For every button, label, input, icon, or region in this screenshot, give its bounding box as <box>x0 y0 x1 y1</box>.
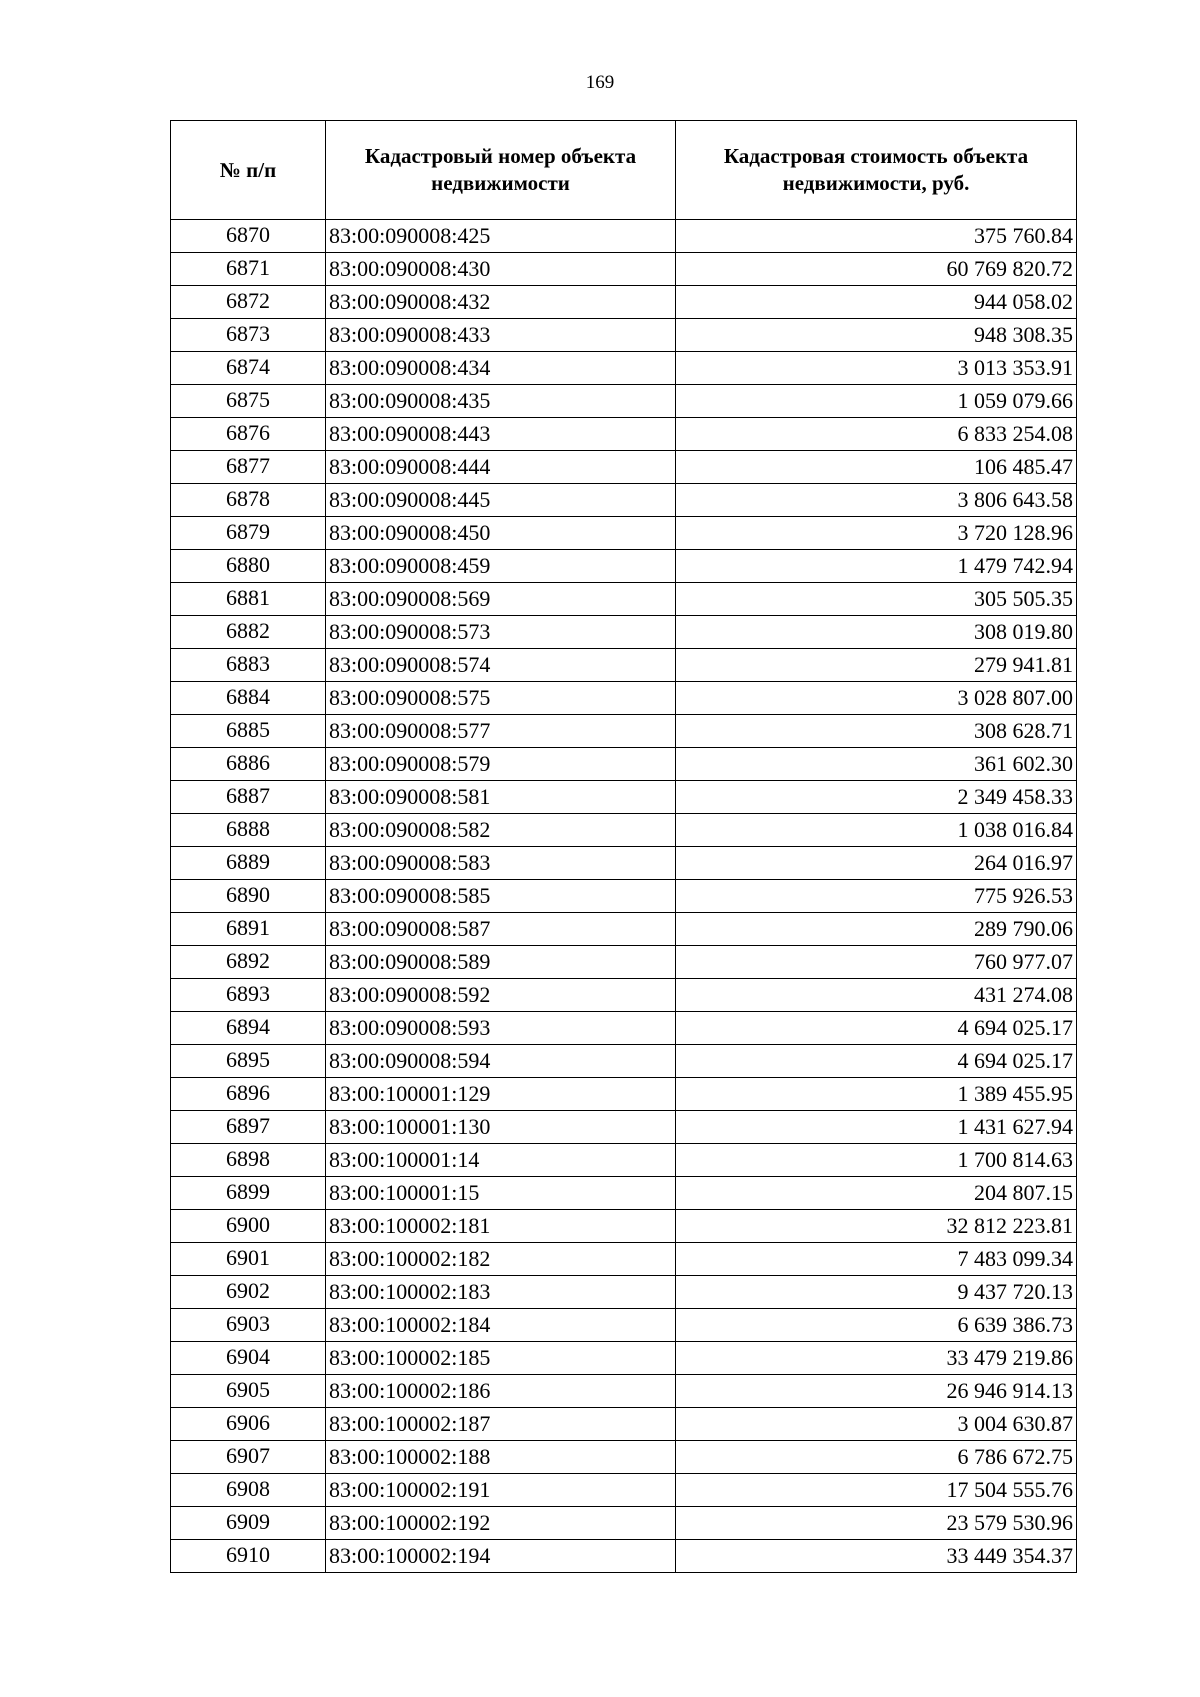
table-row <box>171 979 1077 1012</box>
cadastral-number-cell: 83:00:090008:581 <box>326 781 676 814</box>
cadastral-value-cell: 17 504 555.76 <box>676 1474 1077 1507</box>
table-row <box>171 682 1077 715</box>
table-row <box>171 880 1077 913</box>
cadastral-number-cell: 83:00:090008:585 <box>326 880 676 913</box>
row-number-cell: 6897 <box>171 1111 326 1144</box>
cadastral-number-cell: 83:00:100002:191 <box>326 1474 676 1507</box>
cadastral-number-cell: 83:00:090008:573 <box>326 616 676 649</box>
table-row <box>171 1144 1077 1177</box>
table-row <box>171 616 1077 649</box>
cadastral-number-cell: 83:00:100002:184 <box>326 1309 676 1342</box>
cadastral-value-table <box>170 120 1077 1573</box>
row-number-cell: 6882 <box>171 616 326 649</box>
table-row <box>171 352 1077 385</box>
cadastral-number-cell: 83:00:100001:14 <box>326 1144 676 1177</box>
cadastral-number-cell: 83:00:090008:443 <box>326 418 676 451</box>
row-number-cell: 6877 <box>171 451 326 484</box>
cadastral-value-cell: 948 308.35 <box>676 319 1077 352</box>
cadastral-number-cell: 83:00:090008:459 <box>326 550 676 583</box>
cadastral-number-cell: 83:00:100002:187 <box>326 1408 676 1441</box>
row-number-cell: 6875 <box>171 385 326 418</box>
cadastral-number-cell: 83:00:100001:130 <box>326 1111 676 1144</box>
cadastral-value-cell: 361 602.30 <box>676 748 1077 781</box>
cadastral-value-cell: 1 479 742.94 <box>676 550 1077 583</box>
table-row <box>171 1375 1077 1408</box>
table-row <box>171 748 1077 781</box>
cadastral-value-cell: 4 694 025.17 <box>676 1045 1077 1078</box>
cadastral-number-cell: 83:00:100001:15 <box>326 1177 676 1210</box>
row-number-cell: 6881 <box>171 583 326 616</box>
table-row <box>171 1441 1077 1474</box>
cadastral-value-cell: 3 004 630.87 <box>676 1408 1077 1441</box>
cadastral-value-cell: 106 485.47 <box>676 451 1077 484</box>
cadastral-value-cell: 264 016.97 <box>676 847 1077 880</box>
cadastral-number-cell: 83:00:090008:593 <box>326 1012 676 1045</box>
cadastral-value-cell: 760 977.07 <box>676 946 1077 979</box>
row-number-cell: 6889 <box>171 847 326 880</box>
cadastral-number-cell: 83:00:100002:182 <box>326 1243 676 1276</box>
header-cadastral-number: Кадастровый номер объекта недвижимости <box>326 121 676 220</box>
cadastral-number-cell: 83:00:090008:433 <box>326 319 676 352</box>
cadastral-number-cell: 83:00:100001:129 <box>326 1078 676 1111</box>
row-number-cell: 6907 <box>171 1441 326 1474</box>
table-row <box>171 418 1077 451</box>
cadastral-value-cell: 944 058.02 <box>676 286 1077 319</box>
cadastral-number-cell: 83:00:090008:589 <box>326 946 676 979</box>
row-number-cell: 6891 <box>171 913 326 946</box>
table-row <box>171 1210 1077 1243</box>
row-number-cell: 6899 <box>171 1177 326 1210</box>
cadastral-value-cell: 33 449 354.37 <box>676 1540 1077 1573</box>
row-number-cell: 6885 <box>171 715 326 748</box>
cadastral-number-cell: 83:00:100002:194 <box>326 1540 676 1573</box>
row-number-cell: 6887 <box>171 781 326 814</box>
row-number-cell: 6910 <box>171 1540 326 1573</box>
cadastral-value-cell: 1 431 627.94 <box>676 1111 1077 1144</box>
cadastral-value-cell: 375 760.84 <box>676 220 1077 253</box>
table-row <box>171 517 1077 550</box>
row-number-cell: 6880 <box>171 550 326 583</box>
cadastral-value-cell: 3 028 807.00 <box>676 682 1077 715</box>
cadastral-number-cell: 83:00:100002:186 <box>326 1375 676 1408</box>
row-number-cell: 6873 <box>171 319 326 352</box>
cadastral-value-cell: 279 941.81 <box>676 649 1077 682</box>
table-row <box>171 1078 1077 1111</box>
cadastral-value-cell: 23 579 530.96 <box>676 1507 1077 1540</box>
row-number-cell: 6906 <box>171 1408 326 1441</box>
row-number-cell: 6894 <box>171 1012 326 1045</box>
cadastral-value-cell: 2 349 458.33 <box>676 781 1077 814</box>
cadastral-value-cell: 3 013 353.91 <box>676 352 1077 385</box>
cadastral-number-cell: 83:00:090008:582 <box>326 814 676 847</box>
cadastral-value-cell: 7 483 099.34 <box>676 1243 1077 1276</box>
header-row-number: № п/п <box>171 121 326 220</box>
row-number-cell: 6905 <box>171 1375 326 1408</box>
cadastral-number-cell: 83:00:090008:579 <box>326 748 676 781</box>
cadastral-number-cell: 83:00:090008:434 <box>326 352 676 385</box>
cadastral-value-cell: 9 437 720.13 <box>676 1276 1077 1309</box>
cadastral-number-cell: 83:00:090008:592 <box>326 979 676 1012</box>
table-row <box>171 814 1077 847</box>
table-row <box>171 1474 1077 1507</box>
cadastral-number-cell: 83:00:100002:185 <box>326 1342 676 1375</box>
cadastral-value-cell: 32 812 223.81 <box>676 1210 1077 1243</box>
cadastral-number-cell: 83:00:090008:577 <box>326 715 676 748</box>
row-number-cell: 6872 <box>171 286 326 319</box>
table-row <box>171 286 1077 319</box>
table-row <box>171 1507 1077 1540</box>
row-number-cell: 6895 <box>171 1045 326 1078</box>
table-row <box>171 913 1077 946</box>
table-row <box>171 847 1077 880</box>
page-number: 169 <box>585 72 615 93</box>
cadastral-number-cell: 83:00:090008:574 <box>326 649 676 682</box>
table-row <box>171 385 1077 418</box>
table-row <box>171 1012 1077 1045</box>
cadastral-value-cell: 308 628.71 <box>676 715 1077 748</box>
table-row <box>171 1342 1077 1375</box>
cadastral-number-cell: 83:00:090008:583 <box>326 847 676 880</box>
row-number-cell: 6893 <box>171 979 326 1012</box>
row-number-cell: 6870 <box>171 220 326 253</box>
table-body <box>171 220 1077 1573</box>
row-number-cell: 6900 <box>171 1210 326 1243</box>
cadastral-value-cell: 4 694 025.17 <box>676 1012 1077 1045</box>
table-row <box>171 1309 1077 1342</box>
cadastral-value-cell: 26 946 914.13 <box>676 1375 1077 1408</box>
table-row <box>171 715 1077 748</box>
cadastral-number-cell: 83:00:090008:444 <box>326 451 676 484</box>
row-number-cell: 6884 <box>171 682 326 715</box>
cadastral-number-cell: 83:00:090008:569 <box>326 583 676 616</box>
table-row <box>171 1540 1077 1573</box>
cadastral-number-cell: 83:00:090008:425 <box>326 220 676 253</box>
row-number-cell: 6890 <box>171 880 326 913</box>
cadastral-value-cell: 3 720 128.96 <box>676 517 1077 550</box>
row-number-cell: 6876 <box>171 418 326 451</box>
table-row <box>171 484 1077 517</box>
table-row <box>171 1276 1077 1309</box>
row-number-cell: 6892 <box>171 946 326 979</box>
header-cadastral-value: Кадастровая стоимость объекта недвижимости, руб. <box>676 121 1077 220</box>
table-row <box>171 1408 1077 1441</box>
row-number-cell: 6871 <box>171 253 326 286</box>
table-row <box>171 550 1077 583</box>
cadastral-number-cell: 83:00:100002:181 <box>326 1210 676 1243</box>
row-number-cell: 6909 <box>171 1507 326 1540</box>
cadastral-value-cell: 1 059 079.66 <box>676 385 1077 418</box>
cadastral-value-cell: 6 786 672.75 <box>676 1441 1077 1474</box>
cadastral-number-cell: 83:00:090008:575 <box>326 682 676 715</box>
table-row <box>171 220 1077 253</box>
row-number-cell: 6896 <box>171 1078 326 1111</box>
cadastral-number-cell: 83:00:090008:594 <box>326 1045 676 1078</box>
cadastral-number-cell: 83:00:100002:192 <box>326 1507 676 1540</box>
cadastral-value-cell: 308 019.80 <box>676 616 1077 649</box>
cadastral-number-cell: 83:00:100002:188 <box>326 1441 676 1474</box>
row-number-cell: 6908 <box>171 1474 326 1507</box>
cadastral-value-cell: 204 807.15 <box>676 1177 1077 1210</box>
table-row <box>171 649 1077 682</box>
cadastral-value-cell: 60 769 820.72 <box>676 253 1077 286</box>
cadastral-number-cell: 83:00:090008:587 <box>326 913 676 946</box>
cadastral-number-cell: 83:00:090008:430 <box>326 253 676 286</box>
row-number-cell: 6888 <box>171 814 326 847</box>
cadastral-number-cell: 83:00:090008:432 <box>326 286 676 319</box>
table-row <box>171 319 1077 352</box>
row-number-cell: 6902 <box>171 1276 326 1309</box>
cadastral-value-cell: 305 505.35 <box>676 583 1077 616</box>
cadastral-value-cell: 1 038 016.84 <box>676 814 1077 847</box>
table-row <box>171 1243 1077 1276</box>
cadastral-number-cell: 83:00:090008:435 <box>326 385 676 418</box>
cadastral-value-cell: 3 806 643.58 <box>676 484 1077 517</box>
cadastral-value-cell: 775 926.53 <box>676 880 1077 913</box>
table-row <box>171 781 1077 814</box>
cadastral-number-cell: 83:00:090008:450 <box>326 517 676 550</box>
table-row <box>171 1045 1077 1078</box>
table-row <box>171 583 1077 616</box>
row-number-cell: 6874 <box>171 352 326 385</box>
table-row <box>171 946 1077 979</box>
row-number-cell: 6886 <box>171 748 326 781</box>
header-row <box>171 121 1077 220</box>
row-number-cell: 6898 <box>171 1144 326 1177</box>
cadastral-value-cell: 6 639 386.73 <box>676 1309 1077 1342</box>
cadastral-value-cell: 1 700 814.63 <box>676 1144 1077 1177</box>
cadastral-number-cell: 83:00:090008:445 <box>326 484 676 517</box>
cadastral-value-cell: 33 479 219.86 <box>676 1342 1077 1375</box>
row-number-cell: 6903 <box>171 1309 326 1342</box>
cadastral-value-cell: 289 790.06 <box>676 913 1077 946</box>
table-row <box>171 451 1077 484</box>
cadastral-value-cell: 1 389 455.95 <box>676 1078 1077 1111</box>
cadastral-value-cell: 6 833 254.08 <box>676 418 1077 451</box>
table-row <box>171 1177 1077 1210</box>
table-row <box>171 1111 1077 1144</box>
cadastral-number-cell: 83:00:100002:183 <box>326 1276 676 1309</box>
table-row <box>171 253 1077 286</box>
row-number-cell: 6878 <box>171 484 326 517</box>
row-number-cell: 6879 <box>171 517 326 550</box>
table-header <box>171 121 1077 220</box>
row-number-cell: 6883 <box>171 649 326 682</box>
cadastral-value-cell: 431 274.08 <box>676 979 1077 1012</box>
row-number-cell: 6901 <box>171 1243 326 1276</box>
row-number-cell: 6904 <box>171 1342 326 1375</box>
